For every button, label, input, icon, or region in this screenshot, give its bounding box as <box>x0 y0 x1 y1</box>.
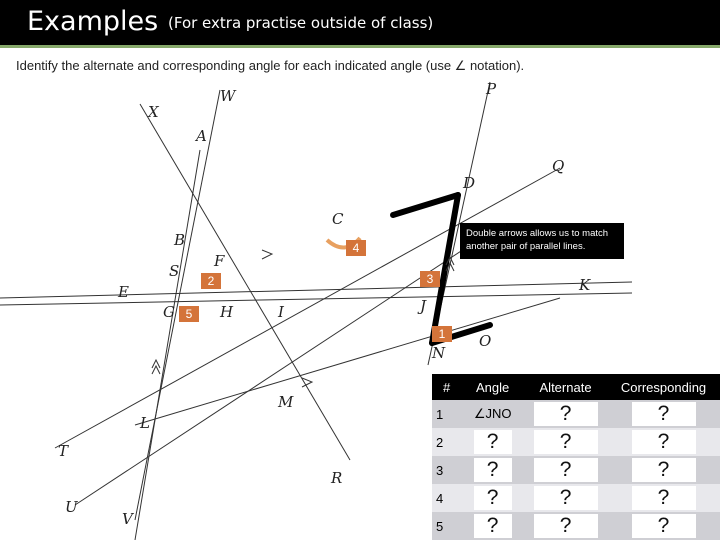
label-v: V <box>122 510 133 528</box>
label-o: O <box>479 332 492 350</box>
label-m: M <box>278 393 294 411</box>
answer-box: ? <box>632 430 696 454</box>
table-row <box>432 428 720 456</box>
answer-box: ? <box>474 514 512 538</box>
row-angle <box>461 512 524 540</box>
header-angle: Angle <box>461 374 524 400</box>
line-efk <box>0 282 632 298</box>
answer-box: ? <box>474 458 512 482</box>
row-num: 2 <box>432 428 461 456</box>
angle-badge-2: 2 <box>201 273 221 289</box>
answer-box: ? <box>632 402 696 426</box>
header-num: # <box>432 374 461 400</box>
label-x: X <box>148 103 159 121</box>
answer-box: ? <box>474 430 512 454</box>
row-num: 3 <box>432 456 461 484</box>
answer-box: ? <box>534 430 598 454</box>
parallel-arrow-3 <box>152 360 160 374</box>
row-angle <box>461 456 524 484</box>
parallel-lines-callout: Double arrows allows us to match another pair of parallel lines. <box>460 223 624 259</box>
label-s: S <box>169 262 180 280</box>
highlight-cd <box>393 195 458 215</box>
answer-box: ? <box>534 458 598 482</box>
answer-box: ? <box>632 486 696 510</box>
row-num: 1 <box>432 400 461 428</box>
parallel-arrow-2 <box>302 378 312 387</box>
angle-badge-3: 3 <box>420 271 440 287</box>
label-f: F <box>214 252 225 270</box>
row-angle <box>461 428 524 456</box>
answer-box: ? <box>632 514 696 538</box>
table-row <box>432 400 720 428</box>
table-row <box>432 512 720 540</box>
row-alternate <box>524 400 607 428</box>
answer-box: ? <box>534 514 598 538</box>
parallel-arrow-1 <box>262 250 272 259</box>
angle-table <box>432 374 720 540</box>
row-alternate <box>524 484 607 512</box>
label-d: D <box>463 174 476 192</box>
label-q: Q <box>552 157 565 175</box>
row-alternate <box>524 456 607 484</box>
label-r: R <box>331 469 343 487</box>
row-num: 5 <box>432 512 461 540</box>
label-n: N <box>432 344 446 362</box>
angle-badge-5: 5 <box>179 306 199 322</box>
row-angle: ∠JNO <box>461 400 524 428</box>
row-corresponding <box>607 484 720 512</box>
row-alternate <box>524 428 607 456</box>
label-c: C <box>332 210 344 228</box>
table-header-row <box>432 374 720 400</box>
label-h: H <box>220 303 234 321</box>
line-ab <box>135 150 200 540</box>
row-angle <box>461 484 524 512</box>
highlight-dn <box>432 195 458 343</box>
row-num: 4 <box>432 484 461 512</box>
row-corresponding <box>607 400 720 428</box>
label-w: W <box>220 87 236 105</box>
label-g: G <box>163 303 175 321</box>
line-wv <box>135 90 220 520</box>
answer-box: ? <box>474 486 512 510</box>
label-i: I <box>278 303 284 321</box>
slide-subtitle: (For extra practise outside of class) <box>168 14 434 32</box>
row-alternate <box>524 512 607 540</box>
row-corresponding <box>607 456 720 484</box>
row-corresponding <box>607 428 720 456</box>
label-a: A <box>196 127 207 145</box>
title-bar <box>0 0 720 47</box>
label-j: J <box>420 297 427 315</box>
row-corresponding <box>607 512 720 540</box>
header-corresponding: Corresponding <box>607 374 720 400</box>
angle-badge-4: 4 <box>346 240 366 256</box>
table-row <box>432 456 720 484</box>
line-xr <box>140 104 350 460</box>
label-u: U <box>65 498 78 516</box>
answer-box: ? <box>534 486 598 510</box>
label-t: T <box>58 442 69 460</box>
label-k: K <box>579 276 591 294</box>
answer-box: ? <box>632 458 696 482</box>
table-row <box>432 484 720 512</box>
label-p: P <box>486 80 497 98</box>
instruction-text: Identify the alternate and corresponding angle for each indicated angle (use ∠ notation). <box>16 58 525 73</box>
label-b: B <box>174 231 186 249</box>
slide-title: Examples <box>27 6 159 37</box>
angle-badge-1: 1 <box>432 326 452 342</box>
answer-box: ? <box>534 402 598 426</box>
label-l: L <box>140 414 150 432</box>
header-alternate: Alternate <box>524 374 607 400</box>
label-e: E <box>118 283 129 301</box>
